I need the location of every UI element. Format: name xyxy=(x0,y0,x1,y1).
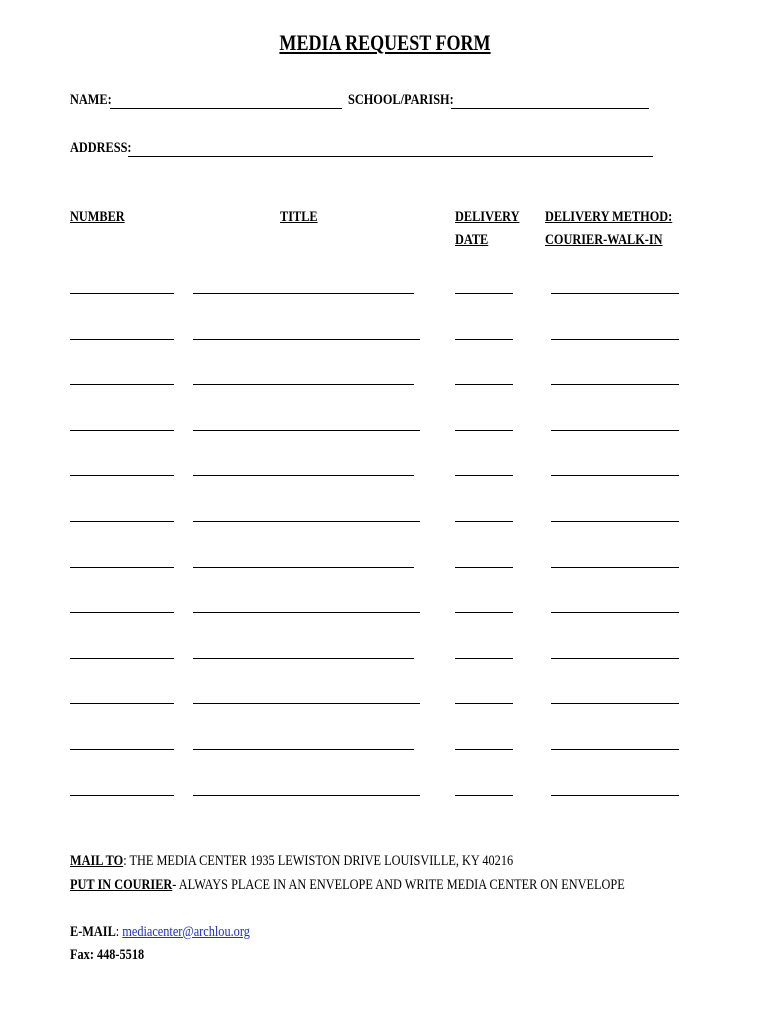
column-delivery-method-header xyxy=(545,206,700,252)
date-field[interactable] xyxy=(455,749,513,750)
title-field[interactable] xyxy=(193,339,420,340)
number-field[interactable] xyxy=(70,521,174,522)
method-field[interactable] xyxy=(551,293,679,294)
method-field[interactable] xyxy=(551,384,679,385)
delivery-header-line1: DELIVERY xyxy=(455,209,520,225)
delivery-header-line2: DATE xyxy=(455,232,489,248)
method-field[interactable] xyxy=(551,521,679,522)
email-separator: : xyxy=(115,924,123,940)
method-field[interactable] xyxy=(551,795,679,796)
title-field[interactable] xyxy=(193,384,414,385)
number-field[interactable] xyxy=(70,795,174,796)
method-field[interactable] xyxy=(551,430,679,431)
email-label: E-MAIL xyxy=(70,924,116,940)
date-field[interactable] xyxy=(455,612,513,613)
email-link[interactable]: mediacenter@archlou.org xyxy=(122,924,250,940)
method-header-line1: DELIVERY METHOD: xyxy=(545,209,673,225)
method-field[interactable] xyxy=(551,658,679,659)
date-field[interactable] xyxy=(455,384,513,385)
mail-to-address: : THE MEDIA CENTER 1935 LEWISTON DRIVE LOUISVILLE, KY 40216 xyxy=(123,853,514,869)
date-field[interactable] xyxy=(455,795,513,796)
date-field[interactable] xyxy=(455,658,513,659)
method-header-line2: COURIER-WALK-IN xyxy=(545,232,663,248)
email-line xyxy=(70,924,250,941)
courier-label: PUT IN COURIER xyxy=(70,877,173,893)
number-field[interactable] xyxy=(70,339,174,340)
title-field[interactable] xyxy=(193,749,414,750)
method-field[interactable] xyxy=(551,749,679,750)
column-number-header: NUMBER xyxy=(70,209,125,225)
title-field[interactable] xyxy=(193,430,420,431)
school-field[interactable] xyxy=(451,108,649,109)
number-field[interactable] xyxy=(70,658,174,659)
number-field[interactable] xyxy=(70,475,174,476)
address-field[interactable] xyxy=(128,156,653,157)
fax-number: Fax: 448-5518 xyxy=(70,947,145,963)
name-label: NAME: xyxy=(70,92,112,108)
number-field[interactable] xyxy=(70,612,174,613)
date-field[interactable] xyxy=(455,475,513,476)
school-label: SCHOOL/PARISH: xyxy=(348,92,454,108)
courier-instructions: - ALWAYS PLACE IN AN ENVELOPE AND WRITE MEDIA CENTER ON ENVELOPE xyxy=(172,877,625,893)
date-field[interactable] xyxy=(455,567,513,568)
number-field[interactable] xyxy=(70,430,174,431)
title-field[interactable] xyxy=(193,658,414,659)
title-field[interactable] xyxy=(193,521,420,522)
date-field[interactable] xyxy=(455,703,513,704)
number-field[interactable] xyxy=(70,703,174,704)
date-field[interactable] xyxy=(455,430,513,431)
number-field[interactable] xyxy=(70,384,174,385)
title-field[interactable] xyxy=(193,795,420,796)
method-field[interactable] xyxy=(551,567,679,568)
method-field[interactable] xyxy=(551,703,679,704)
method-field[interactable] xyxy=(551,612,679,613)
column-delivery-date-header xyxy=(455,206,534,252)
date-field[interactable] xyxy=(455,339,513,340)
title-field[interactable] xyxy=(193,612,420,613)
form-title: MEDIA REQUEST FORM xyxy=(279,30,491,55)
number-field[interactable] xyxy=(70,567,174,568)
mail-to-label: MAIL TO xyxy=(70,853,124,869)
courier-line xyxy=(70,877,625,894)
title-field[interactable] xyxy=(193,293,414,294)
date-field[interactable] xyxy=(455,521,513,522)
title-field[interactable] xyxy=(193,475,414,476)
date-field[interactable] xyxy=(455,293,513,294)
method-field[interactable] xyxy=(551,339,679,340)
title-field[interactable] xyxy=(193,567,414,568)
address-label: ADDRESS: xyxy=(70,140,132,156)
method-field[interactable] xyxy=(551,475,679,476)
title-field[interactable] xyxy=(193,703,420,704)
name-field[interactable] xyxy=(110,108,342,109)
mail-to-line xyxy=(70,853,513,870)
number-field[interactable] xyxy=(70,293,174,294)
number-field[interactable] xyxy=(70,749,174,750)
column-title-header: TITLE xyxy=(280,209,318,225)
